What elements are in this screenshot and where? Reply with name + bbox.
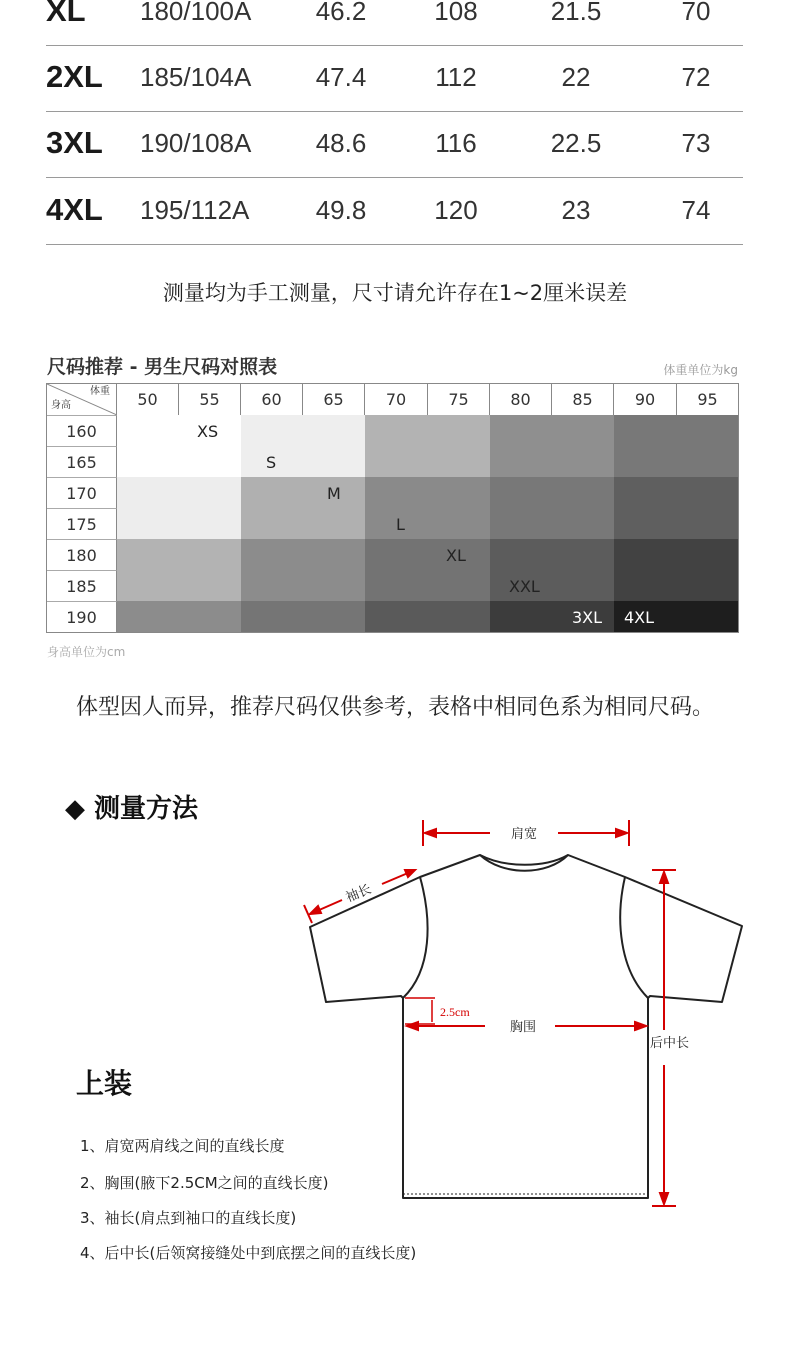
row-divider	[46, 244, 743, 245]
size-cell: XL	[46, 0, 86, 28]
fit-cell: 180/100A	[140, 0, 252, 26]
corner-header	[47, 384, 117, 415]
table-row	[46, 0, 743, 46]
measure-title: ◆ 测量方法	[65, 794, 199, 824]
size-block-xxl	[365, 601, 490, 632]
size-label-xs: XS	[197, 422, 219, 441]
section-title: 上装	[76, 1067, 133, 1100]
weight-header: 50	[117, 384, 179, 415]
fit-cell: 195/112A	[140, 195, 250, 225]
table-row	[46, 46, 743, 112]
fit-cell: 185/104A	[140, 62, 252, 92]
size-block-xxl	[614, 415, 738, 477]
size-label-m: M	[327, 484, 341, 503]
size-label-3xl: 3XL	[572, 608, 603, 627]
size-label-4xl: 4XL	[624, 608, 655, 627]
size-label-l: L	[396, 515, 405, 534]
value-cell: 47.4	[315, 62, 367, 92]
length-label: 后中长	[650, 1036, 690, 1051]
value-cell: 108	[434, 0, 478, 26]
value-cell: 112	[435, 62, 477, 92]
value-cell: 70	[681, 0, 711, 26]
size-block-xs	[117, 415, 241, 477]
value-cell: 73	[681, 128, 711, 158]
height-label: 190	[47, 601, 117, 632]
sleeve-label: 袖长	[343, 882, 374, 906]
size-block-xxl	[614, 477, 738, 539]
weight-header: 75	[428, 384, 490, 415]
measurement-note: 测量均为手工测量，尺寸请允许存在1~2厘米误差	[162, 281, 628, 305]
size-label-xl: XL	[446, 546, 466, 565]
size-block-xl	[365, 539, 490, 601]
measure-item: 1、肩宽两肩线之间的直线长度	[80, 1137, 285, 1155]
weight-header: 70	[365, 384, 428, 415]
left-armhole	[403, 877, 428, 998]
value-cell: 120	[434, 195, 478, 225]
size-block-xl	[490, 477, 614, 539]
size-block-s	[241, 415, 365, 477]
fit-cell: 190/108A	[140, 128, 252, 158]
value-cell: 23	[561, 195, 591, 225]
table-row	[46, 179, 743, 245]
measure-item: 2、胸围(腋下2.5CM之间的直线长度)	[80, 1174, 329, 1192]
weight-header: 65	[303, 384, 365, 415]
size-block-l	[117, 601, 241, 632]
corner-weight: 体重	[90, 386, 110, 397]
height-unit: 身高单位为cm	[47, 645, 126, 659]
collar	[480, 855, 568, 871]
value-cell: 49.8	[315, 195, 367, 225]
size-block-m	[241, 477, 365, 539]
measure-item: 4、后中长(后领窝接缝处中到底摆之间的直线长度)	[80, 1244, 417, 1262]
value-cell: 46.2	[315, 0, 367, 26]
chest-label: 胸围	[510, 1020, 537, 1035]
value-cell: 48.6	[315, 128, 367, 158]
size-block-3xl	[614, 539, 738, 601]
size-label-s: S	[266, 453, 277, 472]
weight-header: 60	[241, 384, 303, 415]
size-block-xl	[241, 601, 365, 632]
corner-height: 身高	[51, 400, 71, 411]
height-label: 160	[47, 415, 117, 446]
value-cell: 22	[561, 62, 591, 92]
value-cell: 72	[681, 62, 711, 92]
row-divider	[46, 177, 743, 178]
size-block-s	[117, 477, 241, 539]
fit-note: 体型因人而异，推荐尺码仅供参考，表格中相同色系为相同尺码。	[75, 695, 714, 720]
weight-unit: 体重单位为kg	[663, 363, 738, 377]
size-block-l	[365, 477, 490, 539]
height-label: 165	[47, 446, 117, 477]
size-cell: 2XL	[46, 59, 103, 94]
height-label: 170	[47, 477, 117, 508]
size-block-m	[117, 539, 241, 601]
size-block-xl	[490, 415, 614, 477]
right-armhole	[620, 877, 648, 998]
weight-header: 55	[179, 384, 241, 415]
weight-header: 85	[552, 384, 614, 415]
value-cell: 21.5	[550, 0, 602, 26]
offset-label: 2.5cm	[440, 1005, 470, 1019]
table-row	[46, 112, 743, 178]
weight-header: 80	[490, 384, 552, 415]
height-label: 180	[47, 539, 117, 570]
size-block-l	[241, 539, 365, 601]
height-label: 175	[47, 508, 117, 539]
size-label-xxl: XXL	[509, 577, 540, 596]
value-cell: 116	[435, 128, 477, 158]
size-block-l	[365, 415, 490, 477]
weight-header: 95	[697, 390, 718, 409]
height-label: 185	[47, 570, 117, 601]
shoulder-label: 肩宽	[511, 827, 538, 842]
measure-item: 3、袖长(肩点到袖口的直线长度)	[80, 1209, 297, 1227]
recommend-title: 尺码推荐 - 男生尺码对照表	[47, 356, 278, 378]
tshirt-diagram	[290, 810, 760, 1220]
value-cell: 74	[681, 195, 711, 225]
value-cell: 22.5	[550, 128, 602, 158]
weight-header: 90	[614, 384, 677, 415]
size-recommend-grid	[46, 383, 739, 633]
size-cell: 3XL	[46, 125, 103, 160]
size-cell: 4XL	[46, 192, 103, 227]
